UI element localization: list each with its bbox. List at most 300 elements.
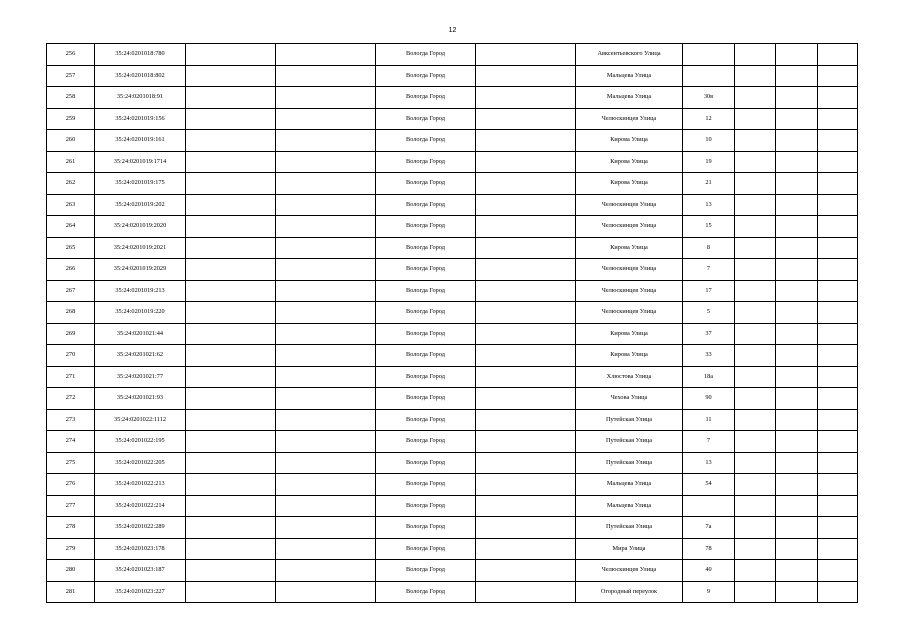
house-number-cell: 9 (683, 581, 735, 603)
empty-cell (276, 237, 376, 259)
row-number-cell: 268 (47, 302, 95, 324)
empty-cell (735, 302, 776, 324)
empty-cell (818, 388, 858, 410)
empty-cell (735, 280, 776, 302)
empty-cell (735, 259, 776, 281)
empty-cell (735, 409, 776, 431)
empty-cell (186, 517, 276, 539)
row-number-cell: 280 (47, 560, 95, 582)
empty-cell (476, 87, 576, 109)
empty-cell (776, 280, 818, 302)
settlement-cell: Вологда Город (376, 65, 476, 87)
empty-cell (818, 173, 858, 195)
cadastral-number-cell: 35:24:0201019:1714 (95, 151, 186, 173)
house-number-cell: 5 (683, 302, 735, 324)
empty-cell (818, 560, 858, 582)
empty-cell (186, 108, 276, 130)
table-row (47, 431, 858, 453)
empty-cell (476, 323, 576, 345)
empty-cell (476, 517, 576, 539)
table-row (47, 409, 858, 431)
empty-cell (776, 259, 818, 281)
empty-cell (818, 151, 858, 173)
empty-cell (276, 216, 376, 238)
empty-cell (735, 108, 776, 130)
empty-cell (735, 44, 776, 66)
street-cell: Путейская Улица (576, 431, 683, 453)
street-cell: Челюскинцев Улица (576, 280, 683, 302)
empty-cell (186, 538, 276, 560)
empty-cell (186, 65, 276, 87)
empty-cell (276, 388, 376, 410)
table-row (47, 581, 858, 603)
empty-cell (818, 495, 858, 517)
empty-cell (735, 216, 776, 238)
empty-cell (818, 216, 858, 238)
empty-cell (735, 345, 776, 367)
empty-cell (735, 323, 776, 345)
cadastral-number-cell: 35:24:0201018:802 (95, 65, 186, 87)
street-cell: Челюскинцев Улица (576, 216, 683, 238)
street-cell: Челюскинцев Улица (576, 302, 683, 324)
empty-cell (186, 237, 276, 259)
street-cell: Челюскинцев Улица (576, 560, 683, 582)
empty-cell (776, 108, 818, 130)
empty-cell (186, 194, 276, 216)
street-cell: Кирова Улица (576, 345, 683, 367)
empty-cell (186, 302, 276, 324)
table-row (47, 87, 858, 109)
house-number-cell: 78 (683, 538, 735, 560)
table-row (47, 280, 858, 302)
empty-cell (476, 65, 576, 87)
page-number: 12 (448, 27, 457, 34)
row-number-cell: 264 (47, 216, 95, 238)
settlement-cell: Вологда Город (376, 560, 476, 582)
empty-cell (735, 237, 776, 259)
empty-cell (276, 323, 376, 345)
empty-cell (776, 237, 818, 259)
street-cell: Хлюстова Улица (576, 366, 683, 388)
empty-cell (476, 495, 576, 517)
empty-cell (776, 302, 818, 324)
table-row (47, 44, 858, 66)
row-number-cell: 259 (47, 108, 95, 130)
empty-cell (818, 517, 858, 539)
empty-cell (818, 431, 858, 453)
empty-cell (735, 581, 776, 603)
cadastral-number-cell: 35:24:0201022:214 (95, 495, 186, 517)
row-number-cell: 265 (47, 237, 95, 259)
table-row (47, 108, 858, 130)
empty-cell (776, 323, 818, 345)
street-cell: Челюскинцев Улица (576, 194, 683, 216)
empty-cell (276, 280, 376, 302)
row-number-cell: 266 (47, 259, 95, 281)
cadastral-number-cell: 35:24:0201019:220 (95, 302, 186, 324)
settlement-cell: Вологда Город (376, 409, 476, 431)
empty-cell (476, 388, 576, 410)
empty-cell (186, 409, 276, 431)
house-number-cell: 7 (683, 431, 735, 453)
settlement-cell: Вологда Город (376, 345, 476, 367)
street-cell: Челюскинцев Улица (576, 108, 683, 130)
empty-cell (186, 345, 276, 367)
cadastral-number-cell: 35:24:0201022:205 (95, 452, 186, 474)
empty-cell (735, 538, 776, 560)
table-row (47, 388, 858, 410)
empty-cell (735, 495, 776, 517)
house-number-cell: 15 (683, 216, 735, 238)
empty-cell (186, 173, 276, 195)
empty-cell (776, 409, 818, 431)
table-row (47, 302, 858, 324)
table-row (47, 495, 858, 517)
cadastral-number-cell: 35:24:0201019:2029 (95, 259, 186, 281)
empty-cell (476, 216, 576, 238)
house-number-cell: 90 (683, 388, 735, 410)
empty-cell (186, 44, 276, 66)
house-number-cell: 33 (683, 345, 735, 367)
empty-cell (776, 194, 818, 216)
row-number-cell: 267 (47, 280, 95, 302)
settlement-cell: Вологда Город (376, 259, 476, 281)
house-number-cell (683, 495, 735, 517)
empty-cell (818, 280, 858, 302)
empty-cell (476, 237, 576, 259)
empty-cell (276, 431, 376, 453)
settlement-cell: Вологда Город (376, 323, 476, 345)
empty-cell (476, 44, 576, 66)
empty-cell (476, 259, 576, 281)
street-cell: Челюскинцев Улица (576, 259, 683, 281)
empty-cell (818, 259, 858, 281)
table-row (47, 452, 858, 474)
street-cell: Огородный переулок (576, 581, 683, 603)
house-number-cell: 17 (683, 280, 735, 302)
cadastral-number-cell: 35:24:0201019:2020 (95, 216, 186, 238)
empty-cell (818, 87, 858, 109)
house-number-cell (683, 44, 735, 66)
empty-cell (776, 581, 818, 603)
cadastral-number-cell: 35:24:0201023:178 (95, 538, 186, 560)
empty-cell (476, 302, 576, 324)
empty-cell (776, 388, 818, 410)
settlement-cell: Вологда Город (376, 108, 476, 130)
cadastral-number-cell: 35:24:0201019:156 (95, 108, 186, 130)
street-cell: Чехова Улица (576, 388, 683, 410)
street-cell: Мальцева Улица (576, 495, 683, 517)
registry-table (46, 43, 858, 603)
empty-cell (776, 345, 818, 367)
empty-cell (735, 517, 776, 539)
settlement-cell: Вологда Город (376, 302, 476, 324)
empty-cell (276, 581, 376, 603)
street-cell: Путейская Улица (576, 517, 683, 539)
settlement-cell: Вологда Город (376, 388, 476, 410)
street-cell: Кирова Улица (576, 130, 683, 152)
table-row (47, 366, 858, 388)
empty-cell (186, 431, 276, 453)
house-number-cell: 11 (683, 409, 735, 431)
empty-cell (476, 409, 576, 431)
empty-cell (818, 302, 858, 324)
empty-cell (735, 130, 776, 152)
cadastral-number-cell: 35:24:0201022:213 (95, 474, 186, 496)
empty-cell (735, 65, 776, 87)
empty-cell (476, 452, 576, 474)
street-cell: Кирова Улица (576, 237, 683, 259)
street-cell: Кирова Улица (576, 173, 683, 195)
row-number-cell: 273 (47, 409, 95, 431)
cadastral-number-cell: 35:24:0201022:289 (95, 517, 186, 539)
empty-cell (776, 366, 818, 388)
house-number-cell: 19 (683, 151, 735, 173)
row-number-cell: 258 (47, 87, 95, 109)
cadastral-number-cell: 35:24:0201019:161 (95, 130, 186, 152)
settlement-cell: Вологда Город (376, 474, 476, 496)
empty-cell (735, 452, 776, 474)
cadastral-number-cell: 35:24:0201019:2021 (95, 237, 186, 259)
empty-cell (476, 366, 576, 388)
table-row (47, 474, 858, 496)
row-number-cell: 274 (47, 431, 95, 453)
street-cell: Кирова Улица (576, 151, 683, 173)
registry-table-body (47, 44, 858, 603)
settlement-cell: Вологда Город (376, 173, 476, 195)
empty-cell (276, 65, 376, 87)
house-number-cell: 40 (683, 560, 735, 582)
empty-cell (818, 409, 858, 431)
empty-cell (776, 431, 818, 453)
empty-cell (476, 345, 576, 367)
table-row (47, 517, 858, 539)
row-number-cell: 270 (47, 345, 95, 367)
empty-cell (776, 452, 818, 474)
settlement-cell: Вологда Город (376, 237, 476, 259)
empty-cell (276, 302, 376, 324)
empty-cell (276, 87, 376, 109)
empty-cell (776, 538, 818, 560)
table-row (47, 194, 858, 216)
settlement-cell: Вологда Город (376, 366, 476, 388)
table-row (47, 130, 858, 152)
settlement-cell: Вологда Город (376, 538, 476, 560)
house-number-cell (683, 65, 735, 87)
empty-cell (818, 44, 858, 66)
cadastral-number-cell: 35:24:0201023:187 (95, 560, 186, 582)
table-row (47, 65, 858, 87)
empty-cell (818, 581, 858, 603)
empty-cell (818, 474, 858, 496)
table-row (47, 538, 858, 560)
table-row (47, 237, 858, 259)
empty-cell (476, 538, 576, 560)
settlement-cell: Вологда Город (376, 130, 476, 152)
house-number-cell: 10 (683, 130, 735, 152)
table-row (47, 216, 858, 238)
cadastral-number-cell: 35:24:0201019:213 (95, 280, 186, 302)
empty-cell (276, 259, 376, 281)
empty-cell (776, 44, 818, 66)
empty-cell (276, 495, 376, 517)
settlement-cell: Вологда Город (376, 495, 476, 517)
table-row (47, 259, 858, 281)
empty-cell (186, 495, 276, 517)
empty-cell (276, 108, 376, 130)
row-number-cell: 262 (47, 173, 95, 195)
street-cell: Мальцева Улица (576, 87, 683, 109)
cadastral-number-cell: 35:24:0201023:227 (95, 581, 186, 603)
settlement-cell: Вологда Город (376, 581, 476, 603)
empty-cell (276, 130, 376, 152)
settlement-cell: Вологда Город (376, 431, 476, 453)
cadastral-number-cell: 35:24:0201022:1112 (95, 409, 186, 431)
empty-cell (276, 44, 376, 66)
table-row (47, 151, 858, 173)
empty-cell (186, 366, 276, 388)
empty-cell (735, 151, 776, 173)
table-row (47, 173, 858, 195)
row-number-cell: 278 (47, 517, 95, 539)
empty-cell (186, 87, 276, 109)
house-number-cell: 13 (683, 194, 735, 216)
house-number-cell: 21 (683, 173, 735, 195)
empty-cell (776, 151, 818, 173)
house-number-cell: 18а (683, 366, 735, 388)
settlement-cell: Вологда Город (376, 216, 476, 238)
empty-cell (776, 65, 818, 87)
cadastral-number-cell: 35:24:0201018:91 (95, 87, 186, 109)
street-cell: Путейская Улица (576, 409, 683, 431)
empty-cell (818, 366, 858, 388)
settlement-cell: Вологда Город (376, 280, 476, 302)
empty-cell (276, 538, 376, 560)
empty-cell (818, 345, 858, 367)
settlement-cell: Вологда Город (376, 452, 476, 474)
empty-cell (776, 87, 818, 109)
house-number-cell: 30в (683, 87, 735, 109)
empty-cell (186, 259, 276, 281)
empty-cell (186, 560, 276, 582)
cadastral-number-cell: 35:24:0201018:780 (95, 44, 186, 66)
empty-cell (735, 87, 776, 109)
street-cell: Путейская Улица (576, 452, 683, 474)
empty-cell (276, 345, 376, 367)
row-number-cell: 275 (47, 452, 95, 474)
empty-cell (186, 581, 276, 603)
street-cell: Авксентьевского Улица (576, 44, 683, 66)
cadastral-number-cell: 35:24:0201019:175 (95, 173, 186, 195)
empty-cell (186, 280, 276, 302)
empty-cell (276, 194, 376, 216)
street-cell: Мальцева Улица (576, 65, 683, 87)
row-number-cell: 272 (47, 388, 95, 410)
table-row (47, 560, 858, 582)
empty-cell (476, 431, 576, 453)
empty-cell (276, 560, 376, 582)
row-number-cell: 276 (47, 474, 95, 496)
empty-cell (818, 323, 858, 345)
empty-cell (186, 216, 276, 238)
empty-cell (476, 151, 576, 173)
empty-cell (276, 173, 376, 195)
empty-cell (735, 474, 776, 496)
empty-cell (476, 108, 576, 130)
empty-cell (186, 388, 276, 410)
empty-cell (776, 130, 818, 152)
row-number-cell: 281 (47, 581, 95, 603)
table-row (47, 345, 858, 367)
cadastral-number-cell: 35:24:0201021:44 (95, 323, 186, 345)
empty-cell (276, 474, 376, 496)
row-number-cell: 257 (47, 65, 95, 87)
cadastral-number-cell: 35:24:0201021:77 (95, 366, 186, 388)
empty-cell (186, 151, 276, 173)
empty-cell (186, 452, 276, 474)
table-row (47, 323, 858, 345)
empty-cell (776, 474, 818, 496)
empty-cell (735, 431, 776, 453)
empty-cell (476, 280, 576, 302)
empty-cell (735, 388, 776, 410)
settlement-cell: Вологда Город (376, 517, 476, 539)
empty-cell (476, 474, 576, 496)
empty-cell (818, 65, 858, 87)
empty-cell (186, 130, 276, 152)
empty-cell (476, 560, 576, 582)
empty-cell (776, 495, 818, 517)
row-number-cell: 279 (47, 538, 95, 560)
empty-cell (186, 474, 276, 496)
row-number-cell: 269 (47, 323, 95, 345)
empty-cell (735, 560, 776, 582)
house-number-cell: 54 (683, 474, 735, 496)
empty-cell (476, 194, 576, 216)
cadastral-number-cell: 35:24:0201021:62 (95, 345, 186, 367)
house-number-cell: 37 (683, 323, 735, 345)
cadastral-number-cell: 35:24:0201019:202 (95, 194, 186, 216)
empty-cell (735, 366, 776, 388)
street-cell: Мира Улица (576, 538, 683, 560)
street-cell: Мальцева Улица (576, 474, 683, 496)
house-number-cell: 7 (683, 259, 735, 281)
empty-cell (818, 130, 858, 152)
empty-cell (476, 173, 576, 195)
house-number-cell: 8 (683, 237, 735, 259)
settlement-cell: Вологда Город (376, 151, 476, 173)
house-number-cell: 7а (683, 517, 735, 539)
settlement-cell: Вологда Город (376, 44, 476, 66)
empty-cell (818, 538, 858, 560)
row-number-cell: 261 (47, 151, 95, 173)
house-number-cell: 12 (683, 108, 735, 130)
settlement-cell: Вологда Город (376, 87, 476, 109)
empty-cell (735, 173, 776, 195)
row-number-cell: 277 (47, 495, 95, 517)
empty-cell (276, 409, 376, 431)
empty-cell (818, 237, 858, 259)
empty-cell (276, 452, 376, 474)
row-number-cell: 260 (47, 130, 95, 152)
cadastral-number-cell: 35:24:0201022:195 (95, 431, 186, 453)
settlement-cell: Вологда Город (376, 194, 476, 216)
empty-cell (276, 151, 376, 173)
empty-cell (476, 581, 576, 603)
cadastral-number-cell: 35:24:0201021:93 (95, 388, 186, 410)
empty-cell (776, 517, 818, 539)
row-number-cell: 263 (47, 194, 95, 216)
